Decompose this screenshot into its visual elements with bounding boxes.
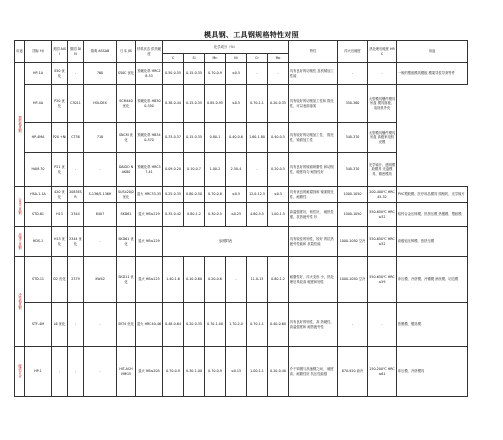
table-cell: 0.70-0.8 (205, 187, 226, 203)
category-cell (15, 63, 25, 187)
table-cell: 1.00-1.5 (268, 203, 289, 227)
table-cell: 0.80-0.50 (184, 187, 205, 203)
table-cell: 退火 HB≤229 (136, 227, 163, 257)
table-cell: 0.50-0.55 (163, 63, 184, 85)
table-cell: 0.70-1.00 (205, 303, 226, 347)
table-cell: DAIDO NAK80 (117, 153, 136, 187)
table-cell: 1000-1050 (338, 203, 368, 227)
table-cell: 0.40-0.5 (268, 123, 289, 153)
table-row (15, 187, 468, 203)
header-row-1 (15, 41, 468, 54)
table-cell: 退火 HB≤225 (136, 257, 163, 303)
table-cell: 0.25-0.35 (163, 187, 184, 203)
table-cell: - (68, 153, 84, 187)
header-usage: 用途 (397, 41, 468, 63)
table-cell: 550-650℃ HRC≤59 (368, 257, 397, 303)
header-code-assab: 瑞典 ASSAB (84, 41, 117, 63)
table-cell: - (368, 303, 397, 347)
table-cell: 具有良好的镜面研磨性 和切削性，硬度均匀 耐蚀性好 (289, 153, 338, 187)
category-cell (15, 227, 25, 257)
table-cell: ≤0.5 (226, 187, 247, 203)
header-code-din: 德国 DIN (68, 41, 84, 63)
table-cell: 340-370 (338, 153, 368, 187)
header-code-hj: 国标 HJ (25, 41, 52, 63)
table-cell: 一般的塑胶模具模板 模架导柱导套等件 (397, 63, 468, 85)
table-cell: 退火 HB≤229 (136, 203, 163, 227)
table-cell: 退火 HRC33-35 (136, 187, 163, 203)
table-cell: 2.50-4 (226, 153, 247, 187)
table-cell: 718 (84, 123, 117, 153)
table-cell: 具有较好的切削加工性和 抛光性，可以表面渗氮 (289, 85, 338, 123)
table-cell: SKD61 (117, 203, 136, 227)
category-label: 合金工具钢 (17, 197, 22, 215)
table-row (15, 85, 468, 123)
table-cell: 1000-1050 (338, 187, 368, 203)
table-cell: 0.20-0.35 (184, 303, 205, 347)
table-cell: 0.15-0.35 (184, 63, 205, 85)
table-cell: ≤0.25 (226, 203, 247, 227)
table-row (15, 63, 468, 85)
table-cell: 1.00-2 (205, 153, 226, 187)
table-cell: HIT-ACH HMG5 (117, 347, 136, 397)
table-cell: ≤0.5 (226, 63, 247, 85)
table-cell: 预硬化料 HRC37-41 (136, 153, 163, 187)
table-cell: 具有良好的切削性 及机械加工性能 (289, 63, 338, 85)
table-cell: 350-360 (338, 85, 368, 123)
table-cell: 0.10-0.60 (184, 257, 205, 303)
table-cell: - (247, 153, 268, 187)
category-label: 硬质合金 (17, 364, 22, 378)
table-cell: 具有优良的耐腐蚀和 镜面抛光性、耐磨性 (289, 187, 338, 203)
table-cell: 大型模具镶件模具吊盘 模具面板、电视机外壳 (368, 85, 397, 123)
header-supply-state: 材料状态 供货硬度 (136, 41, 163, 63)
table-cell: P20 优化 (52, 85, 68, 123)
table-cell: 0.70-0.9 (205, 347, 226, 397)
table-cell: S50C 优化 (117, 63, 136, 85)
table-cell: 热锻模、锻造模 (397, 303, 468, 347)
table-cell: H13 (52, 203, 68, 227)
table-cell: 0.80-1.2 (184, 203, 205, 227)
header-element-mn: Mn (205, 54, 226, 63)
table-cell: XW42 (84, 257, 117, 303)
table-cell: 0.15-0.35 (184, 85, 205, 123)
table-cell: HOLDEX (84, 85, 117, 123)
header-composition: 化学成分（%） (163, 41, 289, 54)
table-cell: - (68, 63, 84, 85)
table-cell: 0.20-0.40 (268, 347, 289, 397)
table-cell: - (226, 257, 247, 303)
composition-merged-cell: 参照附表 (163, 227, 289, 257)
table-cell: 具有较好的切削加工性、 抛光性、镜面加工性 (289, 123, 338, 153)
table-cell: 1.70-2.0 (226, 303, 247, 347)
table-cell: 0.20-0.5 (268, 153, 289, 187)
header-code-jis: 日本 JIS (117, 41, 136, 63)
header-features: 特性 (289, 41, 338, 63)
table-cell: 870-920 油冷 (338, 347, 368, 397)
table-row (15, 123, 468, 153)
table-cell: 12.0-12.5 (247, 187, 268, 203)
category-cell (15, 187, 25, 227)
table-cell: 退火 HB≤205 (136, 347, 163, 397)
table-cell: 光学镜片、透明塑胶模具 光盘模具、精密模具 (368, 153, 397, 187)
table-cell: 0.70-1.1 (247, 303, 268, 347)
table-cell: - (84, 153, 117, 187)
table-cell: 退火 HRC40-46 (136, 303, 163, 347)
table-row (15, 347, 468, 397)
category-cell (15, 257, 25, 347)
table-row (15, 227, 468, 257)
table-cell: PVC塑胶模、医疗用品模具 照相机、光学镜片 (397, 187, 468, 203)
table-cell: 420 优化 (52, 187, 68, 203)
table-cell: SUS420J2 优化 (117, 187, 136, 203)
table-cell: 0.48-0.64 (163, 303, 184, 347)
table-cell: SKD61 优化 (117, 227, 136, 257)
table-cell: STD-11 (25, 257, 52, 303)
table-cell: 0.33-0.37 (163, 123, 184, 153)
table-cell: 0.80-1.2 (268, 257, 289, 303)
table-cell: 0.38-0.44 (163, 85, 184, 123)
table-cell: 预硬化料 HB340-370 (136, 123, 163, 153)
table-row (15, 303, 468, 347)
table-cell: CT38 (68, 123, 84, 153)
table-cell: 11.0-13 (247, 257, 268, 303)
table-cell: HP-1 (25, 347, 52, 397)
header-element-ni: Ni (226, 54, 247, 63)
category-cell (15, 347, 25, 397)
table-cell: 具有良好的韧性、高 热硬性、高温强度和 耐热疲劳性 (289, 303, 338, 347)
table-cell: 0.85-0.95 (205, 85, 226, 123)
table-cell: - (368, 63, 397, 85)
table-cell: - (52, 347, 68, 397)
header-heat-hardness: 热处理后硬度 HRC (368, 41, 397, 63)
table-cell: SNCM 优化 (117, 123, 136, 153)
table-cell: 0.15-0.35 (184, 123, 205, 153)
table-cell: - (68, 303, 84, 347)
table-cell: 0.35-0.42 (163, 203, 184, 227)
header-element-mo: Mo (268, 54, 289, 63)
table-cell: 0.40-0.60 (268, 303, 289, 347)
table-body (15, 63, 468, 397)
table-cell: ≤0.5 (226, 85, 247, 123)
table-cell: C3011 (68, 85, 84, 123)
table-cell: 高级铝压铸模、热挤压模 (397, 227, 468, 257)
table-cell: - (268, 63, 289, 85)
table-cell: SCM440 优化 (117, 85, 136, 123)
table-row (15, 153, 468, 187)
table-cell: 550-650℃ HRC≤52 (368, 227, 397, 257)
table-cell: L6 优化 (52, 303, 68, 347)
table-cell: HSA-1-1A (25, 187, 52, 203)
table-cell: 预硬化料 HB300-350 (136, 85, 163, 123)
table-cell: D2 优化 (52, 257, 68, 303)
table-cell: 铝锌合金压铸模、热挤压模 热锻模、塑胶模 (397, 203, 468, 227)
table-cell: - (68, 347, 84, 397)
table-row (15, 257, 468, 303)
table-cell: 1000-1050 空冷 (338, 227, 368, 257)
table-cell: S-136/S-136H (84, 187, 117, 203)
table-cell: 340-370 (338, 123, 368, 153)
table-cell: HP-4A (25, 85, 52, 123)
header-category: 用途 (15, 41, 25, 63)
spec-table (14, 40, 468, 397)
table-cell: 0.30-0.5 (205, 203, 226, 227)
header-element-c: C (163, 54, 184, 63)
table-cell: 预硬化料 HRC28-33 (136, 63, 163, 85)
table-cell: 0.09-0.20 (163, 153, 184, 187)
table-cell: HP-4MA (25, 123, 52, 153)
table-cell: - (84, 303, 117, 347)
table-cell: 具有较佳的韧性，较好 的抗热疲劳性能和 抗裂性能 (289, 227, 338, 257)
table-cell: HAM-70 (25, 153, 52, 187)
table-cell: 0.40-0.6 (226, 123, 247, 153)
header-element-cr: Cr (247, 54, 268, 63)
table-cell: - (247, 63, 268, 85)
table-cell: SKT4 优化 (117, 303, 136, 347)
table-cell: 0.30-1.00 (184, 347, 205, 397)
table-cell: STF-4M (25, 303, 52, 347)
table-cell: 0.70-1.1 (247, 85, 268, 123)
table-cell: 0.20-0.6 (205, 257, 226, 303)
table-cell: ≤0.15 (226, 347, 247, 397)
table-cell: 0.20-0.35 (268, 85, 289, 123)
table-cell: 1.00-1.1 (247, 347, 268, 397)
table-cell: 2083ESR (68, 187, 84, 203)
table-row (15, 203, 468, 227)
table-cell: - (338, 303, 368, 347)
table-cell: ≤0.5 (268, 187, 289, 203)
table-cell: 4.80-5.5 (247, 203, 268, 227)
category-label: 高速工具钢 (17, 232, 22, 250)
table-cell: P20 +Ni (52, 123, 68, 153)
category-label: 塑料模具钢 (17, 115, 22, 133)
category-label: 冷作模具钢 (17, 292, 22, 310)
table-cell: 大型模具镶件模具吊盘 高级家电机壳模 (368, 123, 397, 153)
table-cell: HP-1A (25, 63, 52, 85)
table-cell: 1.60-1.80 (247, 123, 268, 153)
header-element-si: Si (184, 54, 205, 63)
table-cell: 耐磨性好，淬火变形 小，热处理后具较高 硬度和韧性 (289, 257, 338, 303)
table-cell: 高温强度好，韧性好， 耐热性强，抗热疲劳性 好 (289, 203, 338, 227)
table-cell: 0.80-1 (205, 123, 226, 153)
table-cell: 1.40-1.6 (163, 257, 184, 303)
table-cell: - (84, 227, 117, 257)
table-cell: H13 优化 (52, 227, 68, 257)
table-cell: STD-61 (25, 203, 52, 227)
table-cell: 冲压模、冷挤模具 (397, 347, 468, 397)
table-cell: 760 (84, 63, 117, 85)
table-cell: 1000-1050 空冷 (338, 257, 368, 303)
table-cell: S50 优化 (52, 63, 68, 85)
table-cell: 200-400℃ HRC45-52 (368, 187, 397, 203)
header-code-aisi: 美国 AISI (52, 41, 68, 63)
table-cell: 2344 优化 (68, 227, 84, 257)
table-cell: 8407 (84, 203, 117, 227)
table-cell: HDS-1 (25, 227, 52, 257)
table-cell: 0.70-0.9 (163, 347, 184, 397)
table-cell: 150-200℃ HRC≤61 (368, 347, 397, 397)
table-cell: 0.10-0.7 (184, 153, 205, 187)
sheet-title: 模具钢、工具钢规格特性对照 (204, 31, 299, 39)
table-cell: SKD11 优化 (117, 257, 136, 303)
table-cell: - (84, 347, 117, 397)
table-cell: 2344 (68, 203, 84, 227)
header-quench-hardness: 淬火后硬度 (338, 41, 368, 63)
table-cell: 0.70-0.9 (205, 63, 226, 85)
table-cell: - (338, 63, 368, 85)
table-cell: 550-650℃ HRC≤52 (368, 203, 397, 227)
table-cell: 冲压模、冷挤模、冷镦模 滚丝模、切边模 (397, 257, 468, 303)
table-cell: 介于钨钢与高速钢之间， 硬度高，耐磨性好 抗压性能强 (289, 347, 338, 397)
table-cell: 2379 (68, 257, 84, 303)
table-cell: P21 优化 (52, 153, 68, 187)
